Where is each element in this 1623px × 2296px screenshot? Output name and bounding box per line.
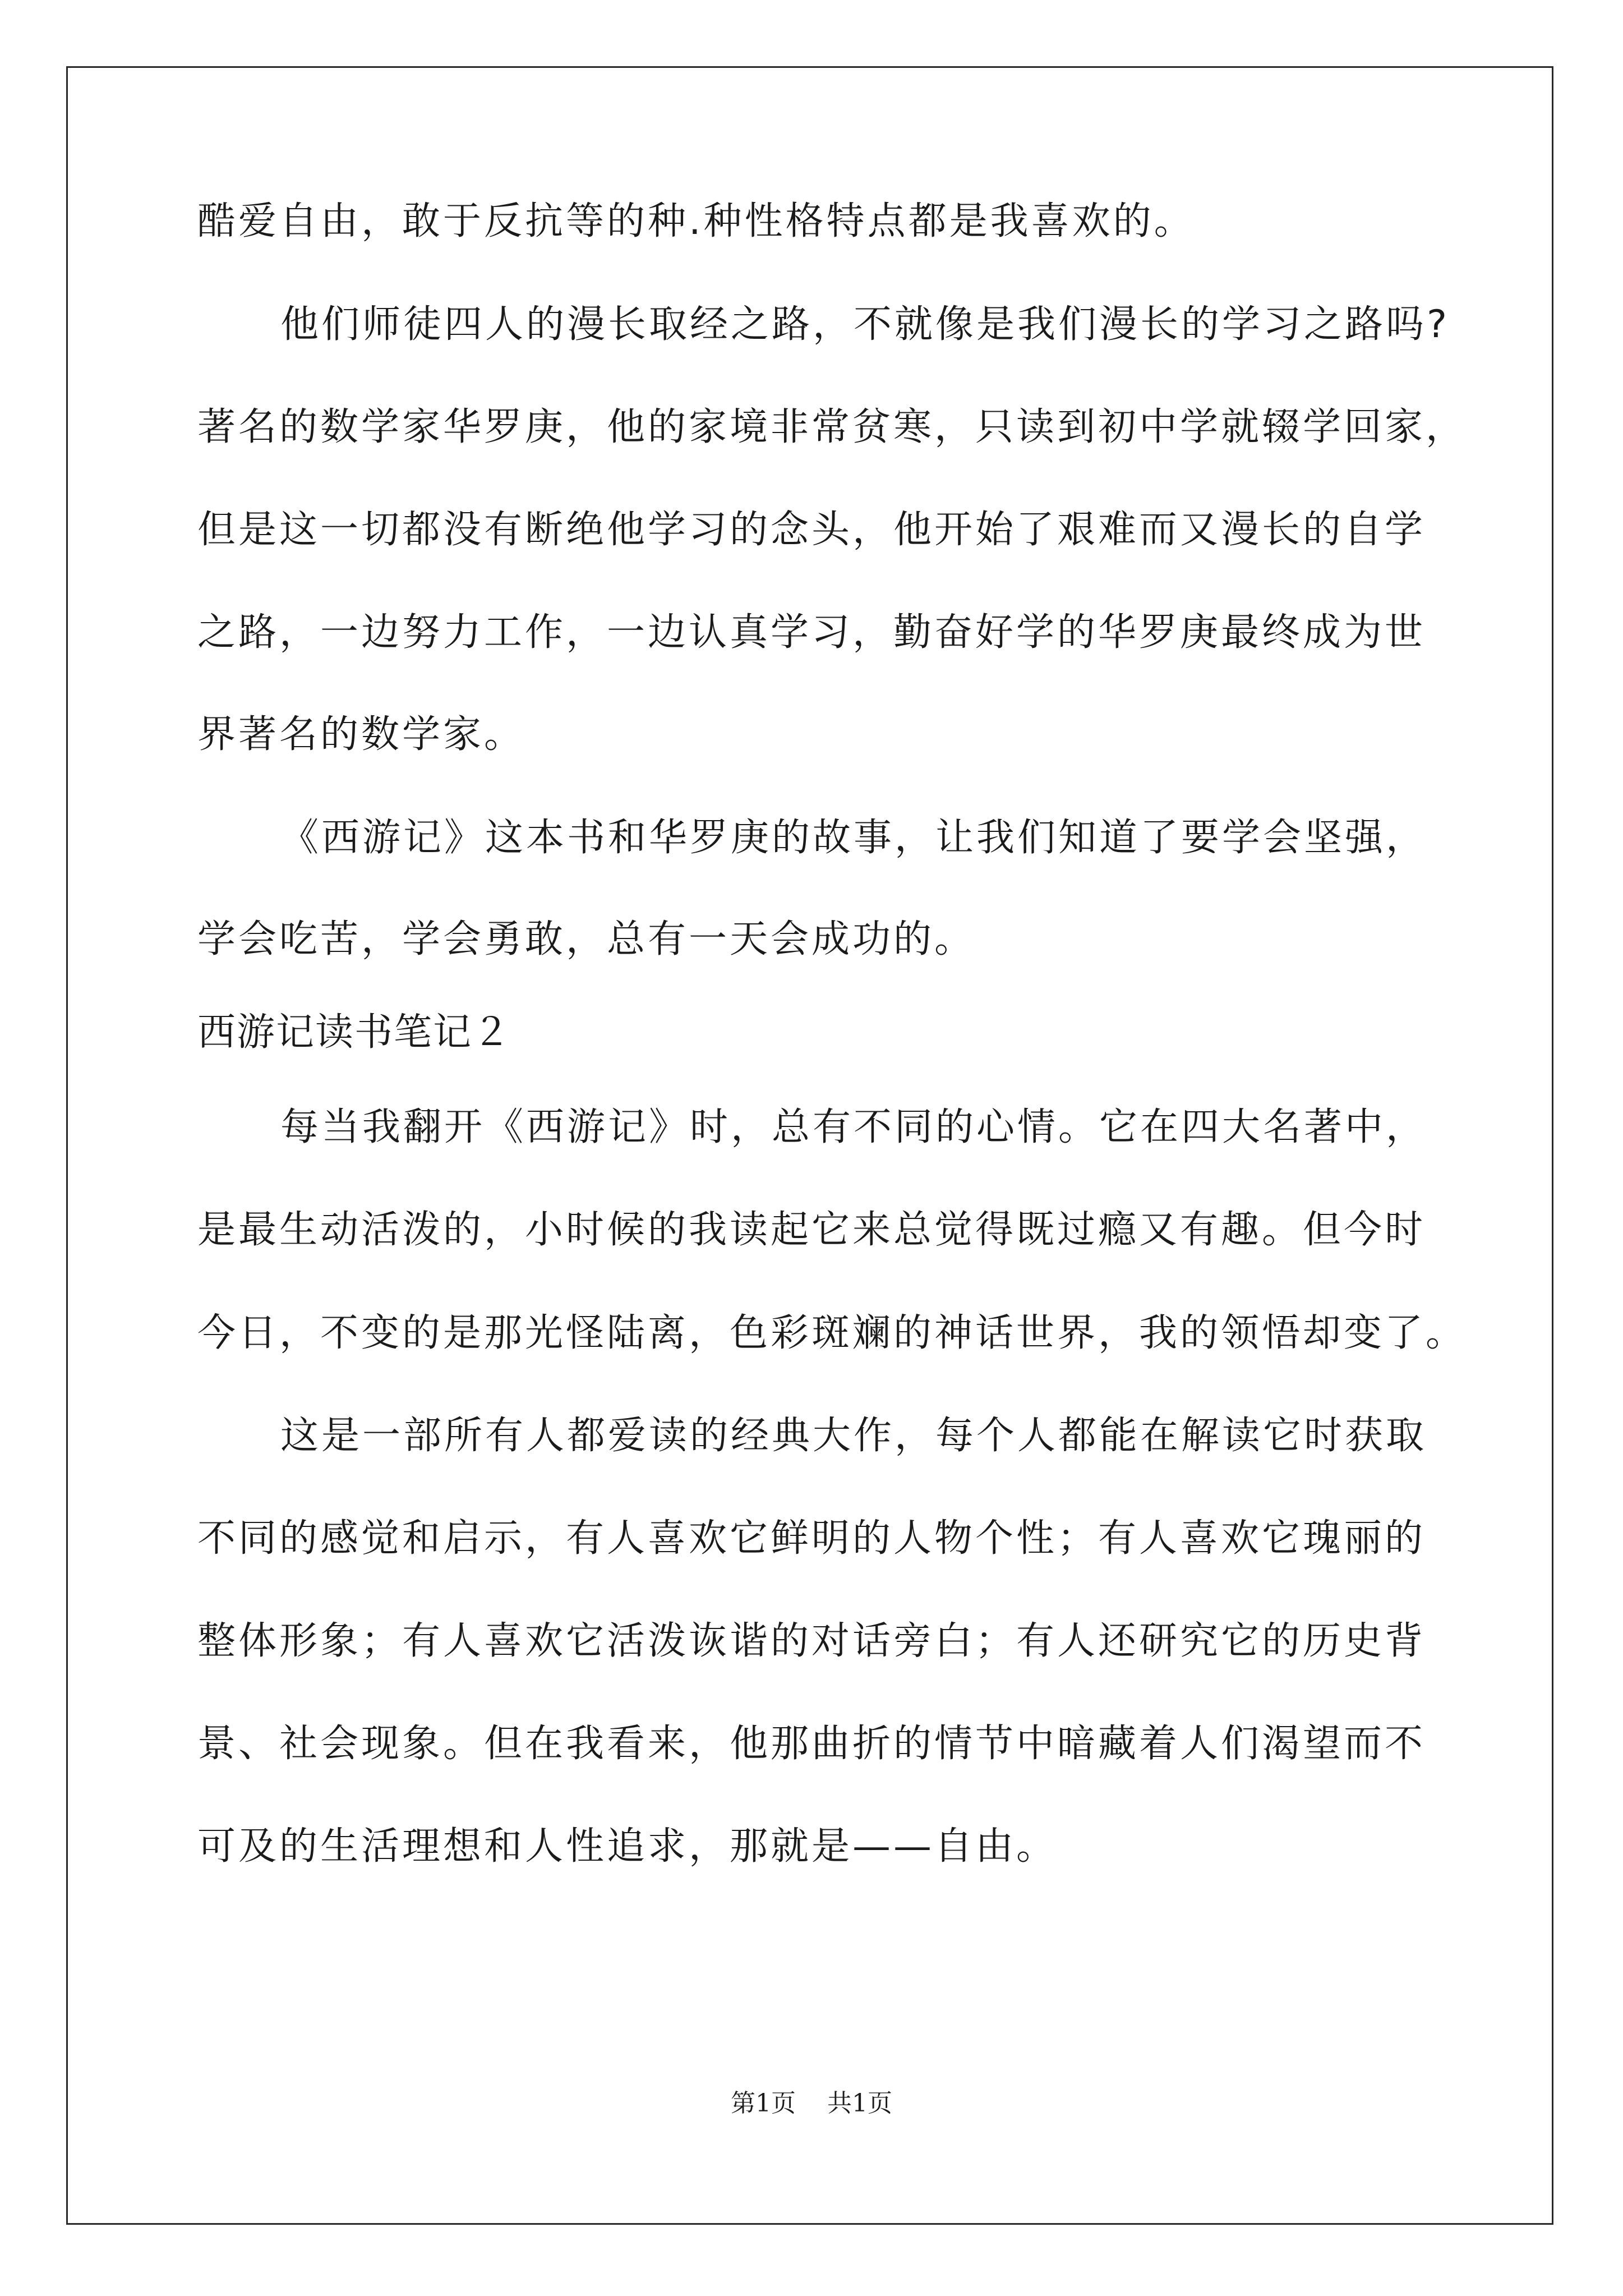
paragraph-line: 景、社会现象。但在我看来，他那曲折的情节中暗藏着人们渴望而不 <box>197 1722 1426 1766</box>
section-heading: 西游记读书笔记２ <box>197 1010 512 1055</box>
paragraph-line: 他们师徒四人的漫长取经之路，不就像是我们漫长的学习之路吗? <box>280 302 1450 347</box>
paragraph-line: 界著名的数学家。 <box>197 712 525 757</box>
paragraph-line: 每当我翻开《西游记》时，总有不同的心情。它在四大名著中， <box>280 1105 1427 1149</box>
paragraph-line: 著名的数学家华罗庚，他的家境非常贫寒，只读到初中学就辍学回家， <box>197 405 1467 449</box>
page-total: 共1页 <box>827 2089 892 2118</box>
paragraph-line: 酷爱自由，敢于反抗等的种.种性格特点都是我喜欢的。 <box>197 199 1195 243</box>
paragraph-line: 是最生动活泼的，小时候的我读起它来总觉得既过瘾又有趣。但今时 <box>197 1208 1426 1252</box>
paragraph-line: 整体形象；有人喜欢它活泼诙谐的对话旁白；有人还研究它的历史背 <box>197 1619 1426 1663</box>
paragraph-line: 但是这一切都没有断绝他学习的念头，他开始了艰难而又漫长的自学 <box>197 508 1426 552</box>
paragraph-line: 可及的生活理想和人性追求，那就是——自由。 <box>197 1824 1058 1869</box>
paragraph-line: 不同的感觉和启示，有人喜欢它鲜明的人物个性；有人喜欢它瑰丽的 <box>197 1516 1426 1561</box>
paragraph-line: 《西游记》这本书和华罗庚的故事，让我们知道了要学会坚强， <box>280 816 1427 860</box>
paragraph-line: 学会吃苦，学会勇敢，总有一天会成功的。 <box>197 917 976 961</box>
paragraph-line: 之路，一边努力工作，一边认真学习，勤奋好学的华罗庚最终成为世 <box>197 610 1426 655</box>
paragraph-line: 这是一部所有人都爱读的经典大作，每个人都能在解读它时获取 <box>280 1414 1427 1458</box>
page-footer <box>0 2088 1623 2119</box>
paragraph-line: 今日，不变的是那光怪陆离，色彩斑斓的神话世界，我的领悟却变了。 <box>197 1311 1467 1355</box>
page-number: 第1页 <box>731 2089 796 2118</box>
